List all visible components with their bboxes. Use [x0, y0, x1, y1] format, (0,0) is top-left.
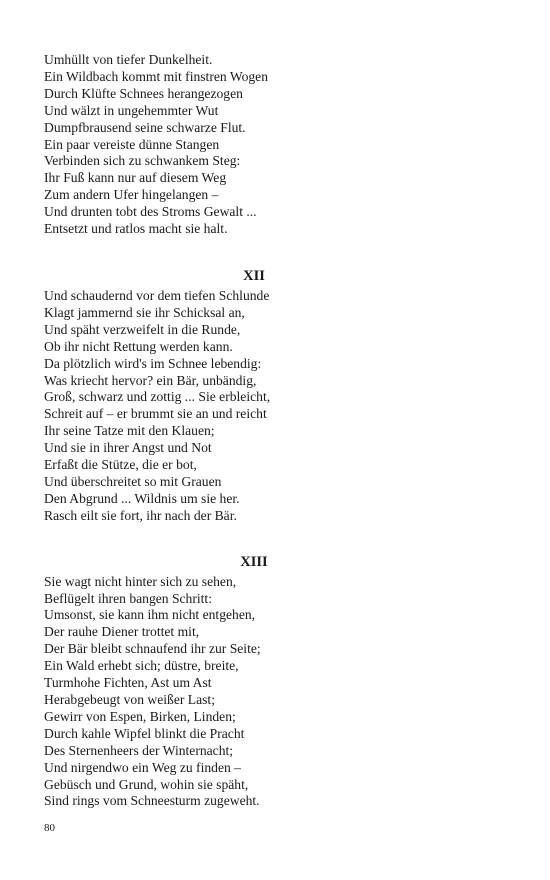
- verse-line: Der Bär bleibt schnaufend ihr zur Seite;: [44, 641, 261, 657]
- verse-line: Beflügelt ihren bangen Schritt:: [44, 590, 212, 606]
- verse-line: Umhüllt von tiefer Dunkelheit.: [44, 52, 213, 67]
- stanza-xii: [44, 288, 514, 525]
- verse-line: Der rauhe Diener trottet mit,: [44, 624, 200, 640]
- verse-line: Und späht verzweifelt in die Runde,: [44, 321, 241, 337]
- verse-line: Verbinden sich zu schwankem Steg:: [44, 153, 241, 169]
- verse-line: Des Sternenheers der Winternacht;: [44, 742, 234, 758]
- verse-line: Und nirgendwo ein Weg zu finden –: [44, 759, 241, 775]
- verse-line: Rasch eilt sie fort, ihr nach der Bär.: [44, 507, 237, 523]
- verse-line: Sind rings vom Schneesturm zugeweht.: [44, 793, 260, 809]
- verse-line: Ob ihr nicht Rettung werden kann.: [44, 338, 233, 354]
- stanza-continuation: [44, 52, 514, 238]
- page-number: 80: [44, 822, 55, 834]
- verse-line: Durch kahle Wipfel blinkt die Pracht: [44, 725, 245, 741]
- verse-line: Herabgebeugt von weißer Last;: [44, 692, 215, 707]
- verse-line: Ein Wald erhebt sich; düstre, breite,: [44, 658, 239, 674]
- verse-line: Dumpfbrausend seine schwarze Flut.: [44, 119, 246, 135]
- verse-line: Was kriecht hervor? ein Bär, unbändig,: [44, 372, 257, 388]
- verse-line: Ein paar vereiste dünne Stangen: [44, 136, 220, 152]
- verse-line: Und überschreitet so mit Grauen: [44, 473, 222, 489]
- verse-line: Durch Klüfte Schnees herangezogen: [44, 85, 243, 101]
- verse-line: Erfaßt die Stütze, die er bot,: [44, 457, 197, 473]
- verse-line: Gebüsch und Grund, wohin sie späht,: [44, 776, 249, 792]
- verse-line: Den Abgrund ... Wildnis um sie her.: [44, 490, 240, 506]
- verse-line: Gewirr von Espen, Birken, Linden;: [44, 708, 236, 724]
- verse-line: Und schaudernd vor dem tiefen Schlunde: [44, 287, 270, 303]
- book-page: [44, 52, 514, 810]
- verse-line: Und wälzt in ungehemmter Wut: [44, 102, 219, 118]
- verse-line: Zum andern Ufer hingelangen –: [44, 187, 219, 203]
- verse-line: Schreit auf – er brummt sie an und reicht: [44, 406, 267, 422]
- verse-line: Und drunten tobt des Stroms Gewalt ...: [44, 204, 257, 220]
- verse-line: Turmhohe Fichten, Ast um Ast: [44, 675, 212, 691]
- verse-line: Sie wagt nicht hinter sich zu sehen,: [44, 573, 237, 589]
- stanza-heading-xii: XII: [243, 267, 265, 284]
- verse-line: Und sie in ihrer Angst und Not: [44, 440, 212, 456]
- verse-line: Da plötzlich wird's im Schnee lebendig:: [44, 355, 262, 371]
- verse-line: Umsonst, sie kann ihm nicht entgehen,: [44, 607, 256, 623]
- verse-line: Ihr Fuß kann nur auf diesem Weg: [44, 170, 227, 186]
- verse-line: Klagt jammernd sie ihr Schicksal an,: [44, 304, 245, 320]
- stanza-xiii: [44, 574, 514, 811]
- stanza-heading-xiii: XIII: [240, 553, 268, 570]
- verse-line: Ihr seine Tatze mit den Klauen;: [44, 423, 215, 439]
- verse-line: Entsetzt und ratlos macht sie halt.: [44, 221, 228, 237]
- verse-line: Ein Wildbach kommt mit finstren Wogen: [44, 68, 269, 84]
- verse-line: Groß, schwarz und zottig ... Sie erbleicht,: [44, 389, 271, 405]
